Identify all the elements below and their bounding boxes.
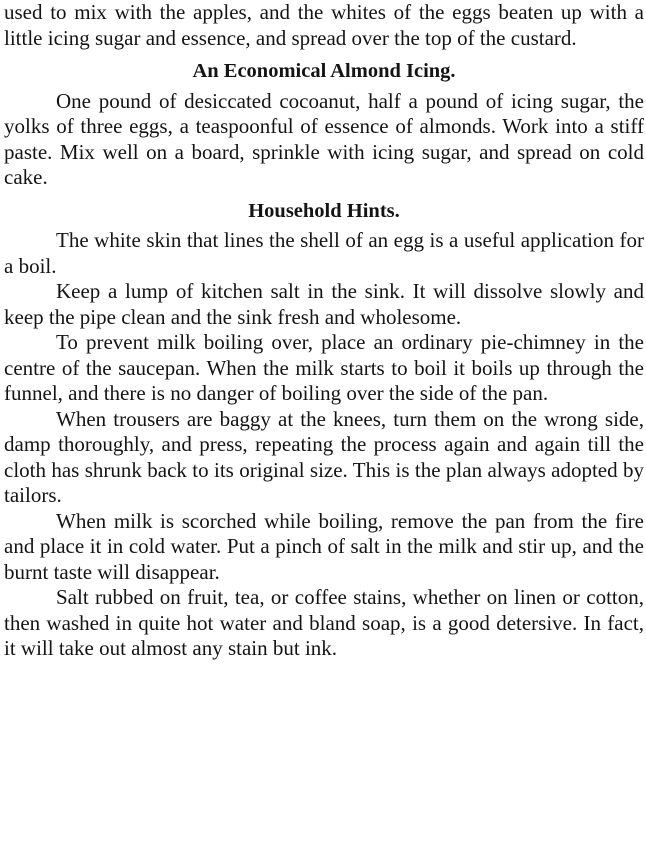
- almond-icing-heading: An Economical Almond Icing.: [192, 60, 456, 82]
- hint-scorched-milk: When milk is scorched while boiling, remove the pan from the fire and place it in cold water. Put a pinch of salt in the milk and stir up, and the burnt taste will disappear.: [4, 508, 644, 584]
- household-hints-heading: Household Hints.: [248, 199, 400, 222]
- hint-kitchen-salt: Keep a lump of kitchen salt in the sink. It will dissolve slowly and keep the pipe clean and the sink fresh and wholesome.: [4, 279, 644, 329]
- hint-salt-stains: Salt rubbed on fruit, tea, or coffee stains, whether on linen or cotton, then washed in quite hot water and bland soap, is a good detersive. In fact, it will take out almost any stain but ink.: [4, 585, 644, 660]
- almond-icing-paragraph: One pound of desiccated cocoanut, half a pound of icing sugar, the yolks of three eggs, a teaspoonful of essence of almonds. Work into a stiff paste. Mix well on a board, sprinkle with icing sugar, and spread on cold cake.: [4, 88, 644, 189]
- hint-milk-boiling: To prevent milk boiling over, place an ordinary pie-chimney in the centre of the saucepan. When the milk starts to boil it boils up through the funnel, and there is no danger of boiling over the side of the pan.: [4, 330, 644, 405]
- hint-egg-skin: The white skin that lines the shell of an egg is a useful application for a boil.: [4, 228, 644, 278]
- hint-baggy-trousers: When trousers are baggy at the knees, turn them on the wrong side, damp thoroughly, and press, repeating the process again and again till the cloth has shrunk back to its original size. This is the plan always adopted by tailors.: [4, 406, 644, 507]
- intro-paragraph: used to mix with the apples, and the whites of the eggs beaten up with a little icing sugar and essence, and spread over the top of the custard.: [4, 0, 644, 50]
